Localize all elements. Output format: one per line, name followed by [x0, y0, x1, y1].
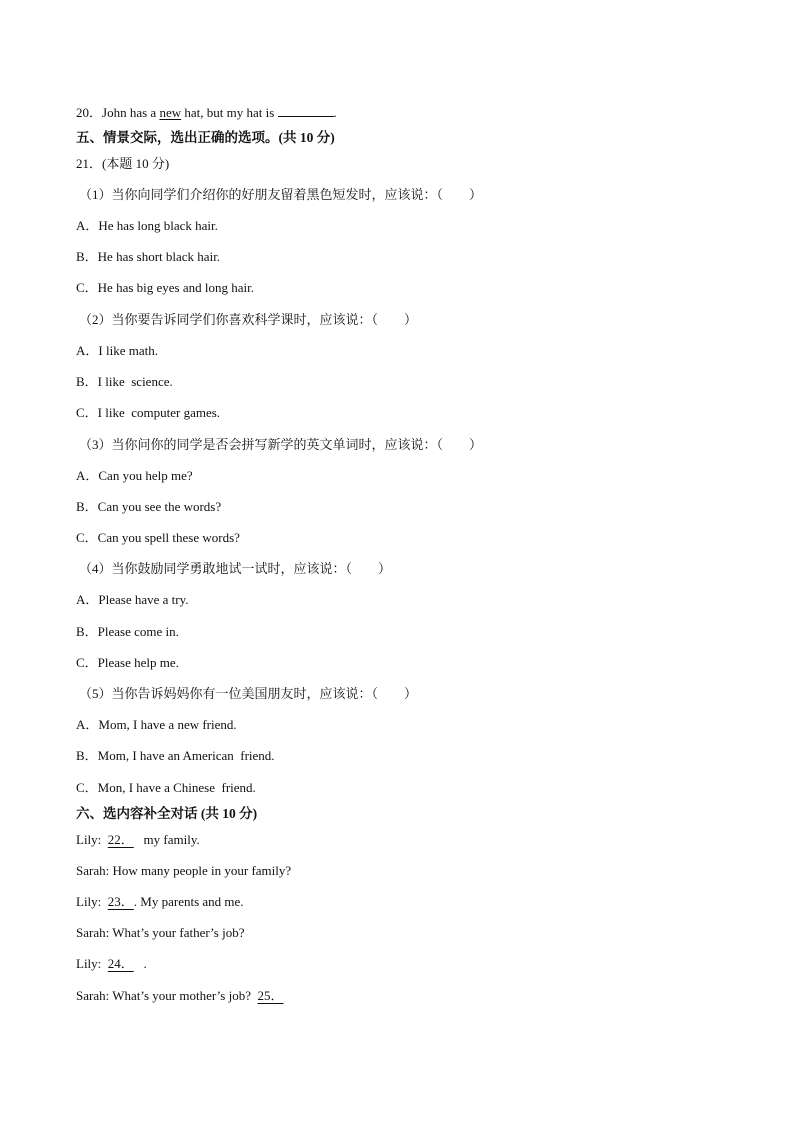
dialogue-text: Sarah: How many people in your family?: [76, 863, 292, 878]
option-2b: B．I like science.: [76, 374, 173, 389]
dialogue-text: my family.: [133, 832, 200, 847]
section-5-heading: 五、情景交际，选出正确的选项。(共 10 分): [76, 130, 335, 145]
dialogue-line-1: [76, 832, 200, 848]
option-4b: B．Please come in.: [76, 624, 179, 639]
option-3a: A．Can you help me?: [76, 468, 193, 483]
option-5c: C．Mon, I have a Chinese friend.: [76, 780, 256, 795]
dialogue-text: Sarah: What’s your mother’s job?: [76, 988, 258, 1003]
answer-blank-24: 24．: [107, 956, 134, 971]
option-4c: C．Please help me.: [76, 655, 179, 670]
dialogue-speaker: Lily:: [76, 956, 108, 971]
option-4a: A．Please have a try.: [76, 592, 189, 607]
question-21-title: 21．(本题 10 分): [76, 156, 170, 171]
option-1a: A．He has long black hair.: [76, 218, 218, 233]
dialogue-line-4: [76, 925, 244, 941]
question-text: hat, but my hat is: [181, 105, 278, 120]
prompt-2: （2）当你要告诉同学们你喜欢科学课时，应该说：（ ）: [79, 312, 418, 327]
option-1b: B．He has short black hair.: [76, 249, 221, 264]
dialogue-text: .: [133, 956, 147, 971]
dialogue-line-3: [76, 894, 244, 910]
answer-blank-25: 25．: [257, 988, 284, 1003]
dialogue-line-2: [76, 863, 291, 879]
option-2a: A．I like math.: [76, 343, 158, 358]
dialogue-line-6: [76, 988, 284, 1004]
option-3b: B．Can you see the words?: [76, 499, 222, 514]
answer-blank-22: 22．: [107, 832, 134, 847]
dialogue-speaker: Lily:: [76, 894, 108, 909]
option-5a: A．Mom, I have a new friend.: [76, 717, 237, 732]
dialogue-text: . My parents and me.: [133, 894, 244, 909]
dialogue-line-5: [76, 956, 147, 972]
prompt-5: （5）当你告诉妈妈你有一位美国朋友时，应该说：（ ）: [79, 686, 418, 701]
question-number: 20．: [76, 105, 103, 120]
question-text: John has a: [102, 105, 160, 120]
option-1c: C．He has big eyes and long hair.: [76, 280, 254, 295]
prompt-3: （3）当你问你的同学是否会拼写新学的英文单词时，应该说：（ ）: [79, 437, 483, 452]
answer-blank: [278, 104, 334, 117]
prompt-4: （4）当你鼓励同学勇敢地试一试时，应该说：（ ）: [79, 561, 392, 576]
dialogue-text: Sarah: What’s your father’s job?: [76, 925, 245, 940]
option-3c: C．Can you spell these words?: [76, 530, 240, 545]
period: .: [333, 105, 337, 120]
underlined-word: new: [159, 105, 182, 120]
prompt-1: （1）当你向同学们介绍你的好朋友留着黑色短发时，应该说：（ ）: [79, 187, 483, 202]
answer-blank-23: 23．: [107, 894, 134, 909]
option-2c: C．I like computer games.: [76, 405, 221, 420]
question-20: [76, 104, 337, 121]
dialogue-speaker: Lily:: [76, 832, 108, 847]
option-5b: B．Mom, I have an American friend.: [76, 748, 275, 763]
section-6-heading: 六、选内容补全对话 (共 10 分): [76, 806, 258, 821]
